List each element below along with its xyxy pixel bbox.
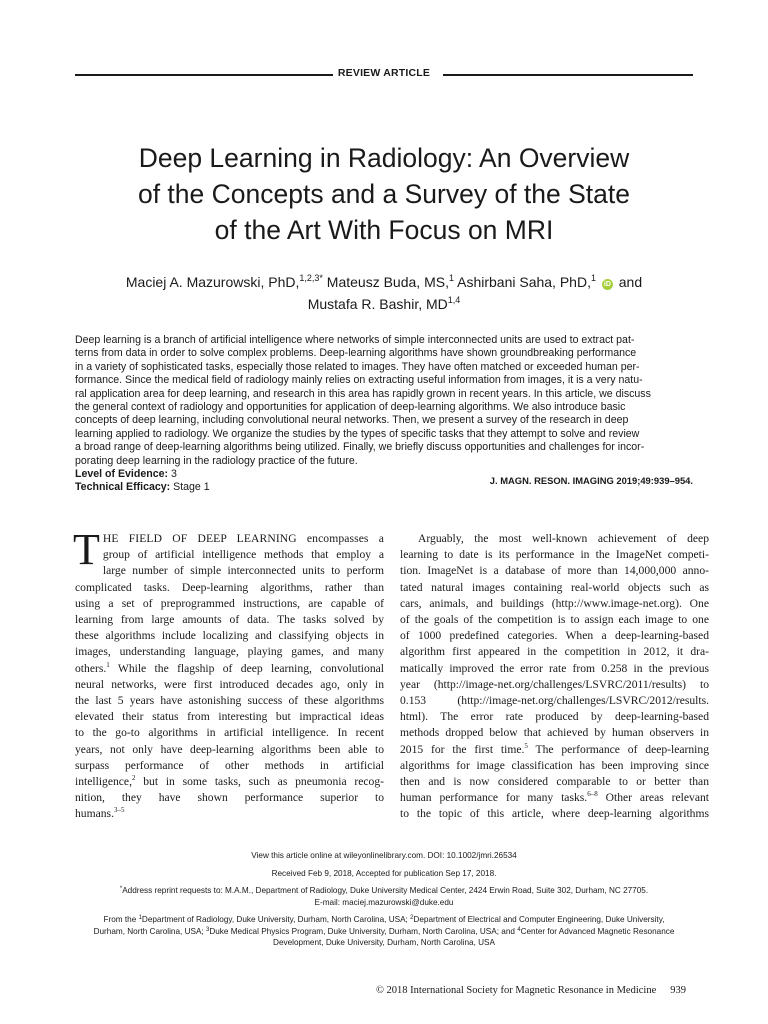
title-line: of the Concepts and a Survey of the State — [137, 179, 631, 209]
reference-sup[interactable]: 1 — [106, 660, 110, 669]
body-line: of the goals of the competition is to assign each image to one — [400, 613, 709, 627]
body-column-right — [400, 531, 709, 823]
author-conjunction: and — [614, 274, 643, 290]
reference-sup[interactable]: 3–5 — [113, 806, 125, 815]
body-line: algorithms for image classification has been improving since — [400, 758, 709, 772]
header-rule-right — [443, 74, 693, 76]
affiliation-sup: 1,2,3* — [299, 273, 323, 283]
body-line: html). The error rate produced by deep-learning-based — [400, 710, 709, 724]
body-line — [400, 742, 709, 758]
body-line: using a set of preprogrammed instructions, are capable of — [75, 596, 384, 610]
body-line: learning from large amounts of data. The tasks solved by — [75, 613, 384, 627]
affiliation-text: Duke Medical Physics Program, Duke University, Durham, North Carolina, USA; and — [209, 926, 518, 936]
body-line[interactable]: cars, animals, and buildings (http://www.image-net.org). One — [400, 596, 709, 610]
body-text: human performance for many tasks. — [400, 791, 588, 805]
affiliation-text: From the — [103, 915, 139, 924]
body-text: The performance of deep-learning — [527, 742, 709, 756]
affiliation-text: Development, Duke University, Durham, North Carolina, USA — [273, 938, 495, 947]
reprint-text: Address reprint requests to: M.A.M., Department of Radiology, Duke University Medical Center, 2424 Erwin Road, Suite 302, Durham, NC 27705. — [122, 886, 649, 895]
page-footer — [376, 985, 686, 996]
reference-sup[interactable]: 5 — [524, 741, 528, 750]
body-line: elevated their status from interesting but impractical ideas — [75, 710, 384, 724]
body-line: nition, they have shown performance superior to — [75, 791, 384, 805]
affiliation-text: Durham, North Carolina, USA; — [93, 926, 206, 936]
body-line: large number of simple interconnected units to perform — [102, 564, 384, 578]
efficacy-value: Stage 1 — [170, 481, 210, 494]
page-number: 939 — [670, 985, 686, 996]
body-line: the last 5 years have astonishing success of these algorithms — [75, 694, 384, 708]
body-line: matically improved the error rate from 0.258 in the previous — [400, 661, 709, 675]
body-line: these algorithms include localizing and classifying objects in — [75, 629, 384, 643]
evidence-value: 3 — [168, 468, 177, 481]
affiliation-sup: 4 — [517, 926, 521, 933]
abstract-line: in a variety of sophisticated tasks, especially those related to images. They have often matched or exceeded human per- — [75, 360, 640, 373]
body-text: but in some tasks, such as pneumonia recog- — [135, 775, 384, 789]
abstract-line: concepts of deep learning, including convolutional neural networks. Then, we present a survey of the research in deep — [75, 414, 629, 427]
abstract-line: ral application area for deep learning, and research in this area has rapidly grown in recent years. In this article, we discuss — [75, 387, 651, 400]
affiliations — [75, 914, 693, 949]
body-line: HE FIELD OF DEEP LEARNING encompasses a — [102, 532, 384, 545]
author-list — [60, 271, 708, 315]
affiliation-text: Center for Advanced Magnetic Resonance — [520, 926, 675, 936]
body-text: intelligence, — [75, 775, 132, 789]
abstract-line: learning applied to radiology. We organize the studies by the types of specific tasks that they attempt to solve and review — [75, 427, 640, 440]
footnote-sup: * — [119, 886, 123, 892]
body-line: group of artificial intelligence methods that employ a — [102, 548, 384, 562]
copyright: © 2018 International Society for Magnetic Resonance in Medicine — [375, 985, 657, 996]
abstract-line: terns from data in order to solve complex problems. Deep-learning algorithms have shown groundbreaking performance — [75, 347, 637, 360]
affiliation-sup: 1,4 — [447, 295, 461, 305]
body-line: to the topic of this article, where deep-learning algorithms — [400, 807, 709, 821]
title-line: of the Art With Focus on MRI — [214, 215, 554, 245]
affiliation-sup: 1 — [448, 273, 454, 283]
body-line: surpass performance of other methods in artificial — [75, 758, 384, 772]
body-text: humans. — [75, 807, 114, 821]
reference-sup[interactable]: 6–8 — [587, 790, 598, 799]
affiliation-sup: 1 — [590, 273, 596, 283]
author-name[interactable]: Mateusz Buda, MS, — [322, 274, 449, 290]
article-footnotes — [75, 850, 693, 955]
affiliation-sup: 1 — [138, 915, 142, 921]
journal-citation: J. MAGN. RESON. IMAGING 2019;49:939–954. — [489, 475, 693, 486]
abstract — [75, 334, 693, 495]
body-line: tion. ImageNet is a database of more than 14,000,000 anno- — [400, 564, 709, 578]
body-line — [75, 806, 384, 822]
reference-sup[interactable]: 2 — [131, 774, 136, 783]
body-line[interactable]: year (http://image-net.org/challenges/LSVRC/2011/results) to — [400, 677, 709, 691]
reprint-address — [75, 885, 693, 908]
body-line: then and is now considered comparable to or better than — [400, 775, 709, 789]
body-text: others. — [75, 661, 107, 675]
body-line: images, understanding language, playing games, and many — [75, 645, 384, 659]
author-name[interactable]: Ashirbani Saha, PhD, — [453, 274, 591, 290]
title-line: Deep Learning in Radiology: An Overview — [138, 143, 630, 173]
abstract-line: the general context of radiology and opportunities for application of deep-learning algorithms. We also introduce basic — [75, 401, 626, 414]
online-link[interactable]: View this article online at wileyonlinelibrary.com. DOI: 10.1002/jmri.26534 — [251, 851, 517, 860]
body-line[interactable]: 0.153 (http://image-net.org/challenges/LSVRC/2012/results. — [400, 694, 709, 708]
abstract-line: a broad range of deep-learning algorithms being utilized. Finally, we briefly discuss opportunities and challenges for incor- — [75, 441, 645, 454]
orcid-icon[interactable]: iD — [603, 281, 611, 288]
affiliation-sup: 2 — [410, 915, 414, 921]
article-title — [60, 140, 708, 248]
efficacy-label: Technical Efficacy: — [75, 481, 171, 494]
evidence-label: Level of Evidence: — [75, 468, 169, 481]
author-name[interactable]: Mustafa R. Bashir, MD — [307, 296, 448, 312]
abstract-line: formance. Since the medical field of radiology mainly relies on extracting useful information from images, it is a very natu- — [75, 374, 643, 387]
body-line: learning to date is its performance in the ImageNet competi- — [400, 548, 709, 562]
body-line: tated natural images containing real-world objects such as — [400, 580, 709, 594]
body-text: While the flagship of deep learning, convolutional — [109, 661, 384, 675]
author-name[interactable]: Maciej A. Mazurowski, PhD, — [125, 274, 300, 290]
affiliation-sup: 3 — [205, 926, 210, 933]
body-line: to the go-to algorithms in artificial intelligence. In recent — [75, 726, 384, 740]
drop-cap: T — [73, 525, 100, 574]
body-line — [75, 774, 384, 790]
received-dates: Received Feb 9, 2018, Accepted for publication Sep 17, 2018. — [271, 868, 497, 878]
body-line: Arguably, the most well-known achievement of deep — [418, 532, 709, 545]
section-header — [75, 66, 693, 84]
body-text: 2015 for the first time. — [400, 742, 525, 756]
affiliation-text: Department of Radiology, Duke University, Durham, North Carolina, USA; — [141, 915, 411, 924]
contact-email[interactable]: E-mail: maciej.mazurowski@duke.edu — [314, 897, 454, 907]
body-line: algorithm first appeared in the competition in 2012, it dra- — [400, 645, 709, 659]
body-line: complicated tasks. Deep-learning algorithms, rather than — [75, 580, 384, 594]
affiliation-text: Department of Electrical and Computer Engineering, Duke University, — [413, 915, 665, 924]
abstract-line: Deep learning is a branch of artificial intelligence where networks of simple interconnected units are used to extract pat- — [75, 334, 635, 346]
body-line — [400, 790, 709, 806]
body-column-left — [73, 525, 384, 823]
section-label: REVIEW ARTICLE — [337, 67, 431, 79]
body-line: neural networks, were first introduced decades ago, only in — [75, 677, 384, 691]
abstract-line: porating deep learning in the radiology practice of the future. — [75, 454, 358, 467]
body-line: of 1000 predefined categories. When a deep-learning-based — [400, 629, 709, 643]
body-text: Other areas relevant — [597, 791, 709, 805]
body-line — [75, 661, 384, 677]
body-line: methods dropped below that achieved by human observers in — [400, 726, 709, 740]
body-line: years, not only have deep-learning algorithms been able to — [75, 742, 384, 756]
